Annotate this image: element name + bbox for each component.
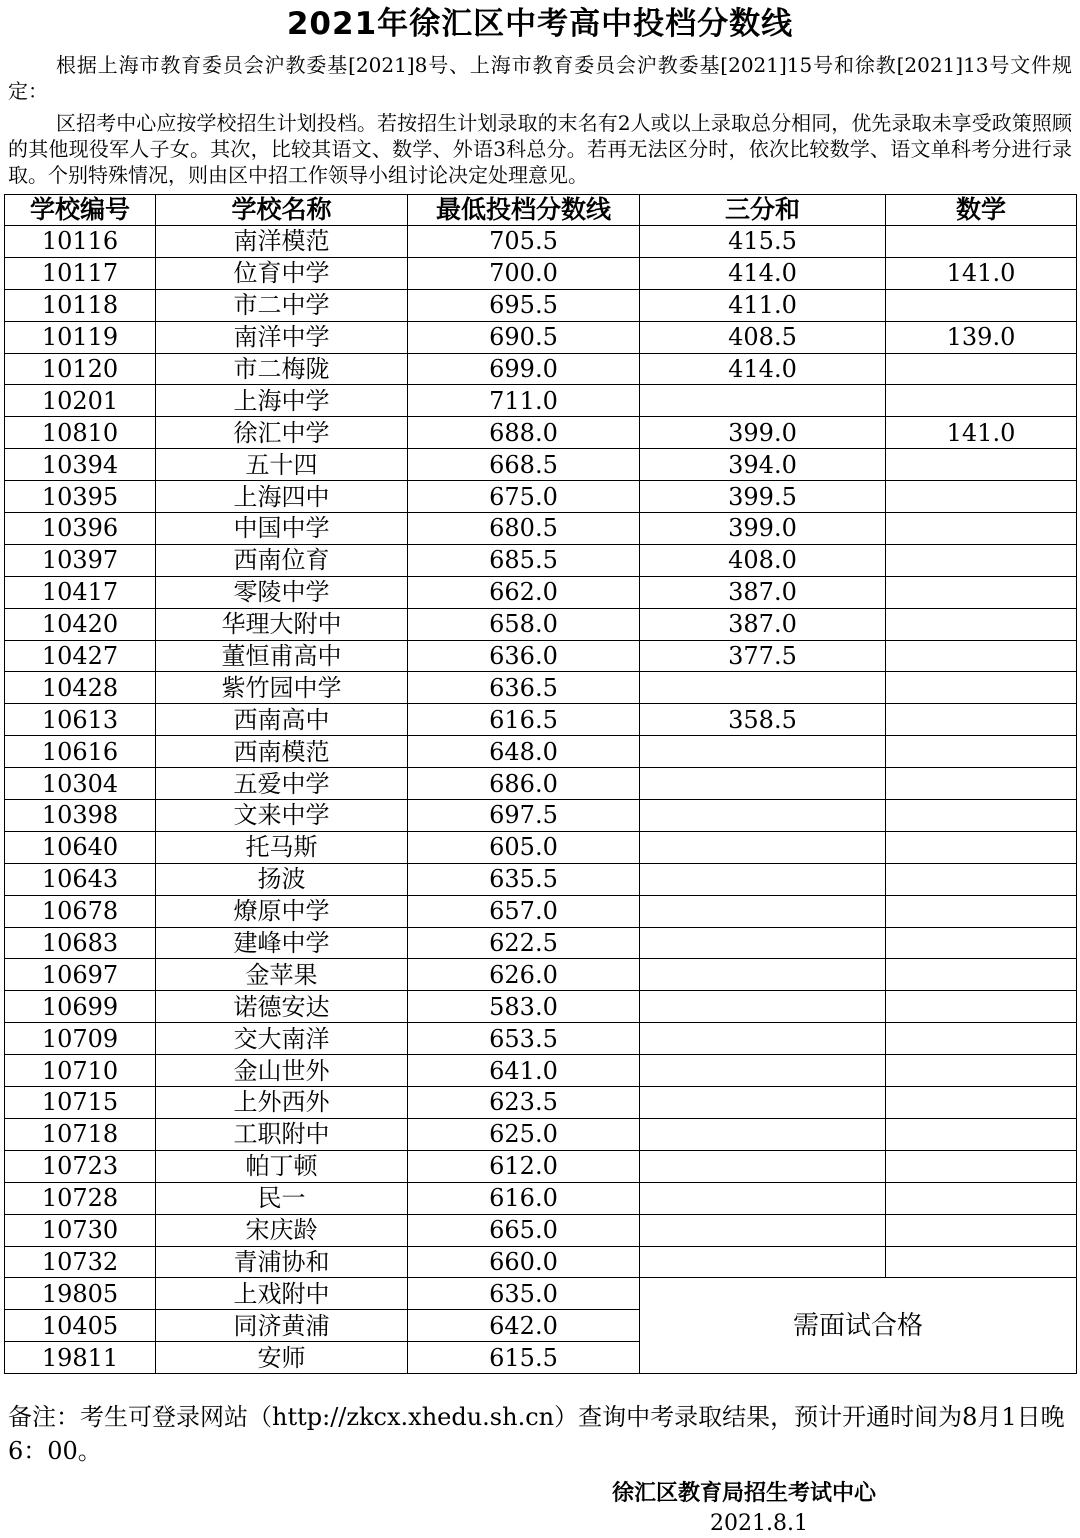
cell-min-score: 665.0	[408, 1214, 640, 1246]
cell-three-subject-sum: 387.0	[640, 576, 886, 608]
cell-min-score: 623.5	[408, 1087, 640, 1119]
cell-min-score: 653.5	[408, 1023, 640, 1055]
cell-three-subject-sum	[640, 736, 886, 768]
cell-school-code: 10715	[5, 1087, 156, 1119]
cell-min-score: 648.0	[408, 736, 640, 768]
cell-school-code: 10417	[5, 576, 156, 608]
score-table	[4, 194, 1077, 1374]
cell-math: 139.0	[886, 321, 1077, 353]
cell-school-code: 10201	[5, 385, 156, 417]
cell-min-score: 583.0	[408, 991, 640, 1023]
table-row	[5, 768, 1077, 800]
cell-school-name: 西南高中	[156, 704, 408, 736]
cell-min-score: 625.0	[408, 1118, 640, 1150]
table-row	[5, 576, 1077, 608]
table-header-row	[5, 195, 1077, 226]
cell-math	[886, 1087, 1077, 1119]
cell-school-name: 文来中学	[156, 800, 408, 832]
cell-min-score: 686.0	[408, 768, 640, 800]
cell-school-name: 扬波	[156, 863, 408, 895]
cell-school-name: 五十四	[156, 449, 408, 481]
cell-three-subject-sum	[640, 927, 886, 959]
cell-math	[886, 895, 1077, 927]
cell-min-score: 615.5	[408, 1342, 640, 1374]
cell-school-code: 10710	[5, 1055, 156, 1087]
cell-school-code: 10678	[5, 895, 156, 927]
cell-math	[886, 1214, 1077, 1246]
cell-school-name: 交大南洋	[156, 1023, 408, 1055]
cell-three-subject-sum	[640, 672, 886, 704]
cell-min-score: 636.0	[408, 640, 640, 672]
cell-three-subject-sum: 387.0	[640, 608, 886, 640]
table-row	[5, 1087, 1077, 1119]
cell-three-subject-sum: 408.5	[640, 321, 886, 353]
cell-school-name: 诺德安达	[156, 991, 408, 1023]
cell-school-code: 10699	[5, 991, 156, 1023]
cell-school-name: 同济黄浦	[156, 1310, 408, 1342]
intro-paragraph-1: 根据上海市教育委员会沪教委基[2021]8号、上海市教育委员会沪教委基[2021]15号和徐教[2021]13号文件规定：	[8, 53, 1072, 103]
table-row	[5, 226, 1077, 258]
table-row	[5, 321, 1077, 353]
cell-school-name: 零陵中学	[156, 576, 408, 608]
cell-three-subject-sum	[640, 831, 886, 863]
cell-min-score: 700.0	[408, 257, 640, 289]
cell-three-subject-sum	[640, 1055, 886, 1087]
cell-min-score: 626.0	[408, 959, 640, 991]
cell-school-code: 10730	[5, 1214, 156, 1246]
cell-min-score: 605.0	[408, 831, 640, 863]
cell-school-name: 市二中学	[156, 289, 408, 321]
cell-min-score: 657.0	[408, 895, 640, 927]
cell-school-name: 市二梅陇	[156, 353, 408, 385]
cell-school-code: 10613	[5, 704, 156, 736]
cell-math	[886, 1118, 1077, 1150]
table-row	[5, 257, 1077, 289]
header-min-score: 最低投档分数线	[408, 195, 640, 226]
table-row	[5, 800, 1077, 832]
cell-math	[886, 768, 1077, 800]
table-row	[5, 385, 1077, 417]
cell-school-name: 上戏附中	[156, 1278, 408, 1310]
cell-three-subject-sum	[640, 385, 886, 417]
cell-three-subject-sum	[640, 959, 886, 991]
cell-school-name: 工职附中	[156, 1118, 408, 1150]
cell-min-score: 612.0	[408, 1150, 640, 1182]
intro-paragraph-2: 区招考中心应按学校招生计划投档。若按招生计划录取的末名有2人或以上录取总分相同，优先录取未享受政策照顾的其他现役军人子女。其次，比较其语文、数学、外语3科总分。若再无法区分时，依次比较数学、语文单科考分进行录取。个别特殊情况，则由区中招工作领导小组讨论决定处理意见。	[8, 111, 1072, 187]
cell-three-subject-sum: 414.0	[640, 257, 886, 289]
cell-math	[886, 449, 1077, 481]
cell-math	[886, 800, 1077, 832]
cell-math	[886, 353, 1077, 385]
cell-min-score: 635.5	[408, 863, 640, 895]
issuer-name: 徐汇区教育局招生考试中心	[612, 1481, 877, 1506]
cell-math	[886, 831, 1077, 863]
cell-math	[886, 959, 1077, 991]
cell-three-subject-sum: 399.0	[640, 417, 886, 449]
cell-school-code: 10394	[5, 449, 156, 481]
table-row	[5, 417, 1077, 449]
cell-min-score: 658.0	[408, 608, 640, 640]
cell-interview-requirement: 需面试合格	[640, 1278, 1077, 1374]
score-table-body	[5, 226, 1077, 1374]
cell-school-name: 帕丁顿	[156, 1150, 408, 1182]
table-row	[5, 1278, 1077, 1310]
cell-min-score: 685.5	[408, 544, 640, 576]
cell-math	[886, 672, 1077, 704]
cell-three-subject-sum	[640, 1246, 886, 1278]
cell-math	[886, 576, 1077, 608]
cell-school-code: 10718	[5, 1118, 156, 1150]
cell-school-code: 10428	[5, 672, 156, 704]
issue-date: 2021.8.1	[710, 1511, 808, 1536]
cell-school-code: 10395	[5, 481, 156, 513]
table-row	[5, 672, 1077, 704]
cell-math	[886, 1182, 1077, 1214]
cell-school-name: 董恒甫高中	[156, 640, 408, 672]
table-row	[5, 704, 1077, 736]
cell-school-name: 燎原中学	[156, 895, 408, 927]
cell-school-name: 中国中学	[156, 513, 408, 545]
cell-school-code: 10117	[5, 257, 156, 289]
table-row	[5, 640, 1077, 672]
cell-school-name: 建峰中学	[156, 927, 408, 959]
cell-school-name: 青浦协和	[156, 1246, 408, 1278]
table-row	[5, 863, 1077, 895]
header-math: 数学	[886, 195, 1077, 226]
cell-school-code: 10398	[5, 800, 156, 832]
cell-three-subject-sum: 394.0	[640, 449, 886, 481]
cell-school-name: 金山世外	[156, 1055, 408, 1087]
cell-three-subject-sum: 414.0	[640, 353, 886, 385]
cell-school-code: 10116	[5, 226, 156, 258]
cell-school-name: 南洋中学	[156, 321, 408, 353]
cell-min-score: 697.5	[408, 800, 640, 832]
cell-three-subject-sum: 411.0	[640, 289, 886, 321]
cell-math	[886, 1246, 1077, 1278]
cell-three-subject-sum: 377.5	[640, 640, 886, 672]
table-row	[5, 289, 1077, 321]
cell-school-code: 10405	[5, 1310, 156, 1342]
cell-school-name: 宋庆龄	[156, 1214, 408, 1246]
cell-school-code: 19811	[5, 1342, 156, 1374]
cell-school-code: 10420	[5, 608, 156, 640]
cell-math	[886, 608, 1077, 640]
cell-three-subject-sum: 415.5	[640, 226, 886, 258]
cell-min-score: 711.0	[408, 385, 640, 417]
table-row	[5, 353, 1077, 385]
cell-school-code: 10697	[5, 959, 156, 991]
table-row	[5, 991, 1077, 1023]
cell-min-score: 695.5	[408, 289, 640, 321]
cell-math	[886, 991, 1077, 1023]
header-school-code: 学校编号	[5, 195, 156, 226]
cell-three-subject-sum	[640, 1118, 886, 1150]
cell-school-name: 五爱中学	[156, 768, 408, 800]
cell-math	[886, 1055, 1077, 1087]
table-row	[5, 608, 1077, 640]
cell-school-code: 10643	[5, 863, 156, 895]
cell-math	[886, 640, 1077, 672]
cell-min-score: 616.5	[408, 704, 640, 736]
table-row	[5, 927, 1077, 959]
cell-school-name: 徐汇中学	[156, 417, 408, 449]
cell-math	[886, 544, 1077, 576]
table-row	[5, 831, 1077, 863]
cell-school-name: 紫竹园中学	[156, 672, 408, 704]
cell-school-name: 西南模范	[156, 736, 408, 768]
cell-school-code: 10304	[5, 768, 156, 800]
cell-three-subject-sum	[640, 895, 886, 927]
cell-min-score: 680.5	[408, 513, 640, 545]
cell-min-score: 642.0	[408, 1310, 640, 1342]
cell-school-code: 19805	[5, 1278, 156, 1310]
cell-school-name: 民一	[156, 1182, 408, 1214]
cell-math	[886, 513, 1077, 545]
cell-school-code: 10119	[5, 321, 156, 353]
cell-three-subject-sum	[640, 768, 886, 800]
cell-three-subject-sum	[640, 1023, 886, 1055]
footnote: 备注：考生可登录网站（http://zkcx.xhedu.sh.cn）查询中考录取结果，预计开通时间为8月1日晚6：00。	[8, 1403, 1065, 1465]
table-row	[5, 544, 1077, 576]
cell-three-subject-sum	[640, 1182, 886, 1214]
cell-min-score: 668.5	[408, 449, 640, 481]
cell-school-code: 10120	[5, 353, 156, 385]
cell-school-name: 托马斯	[156, 831, 408, 863]
cell-three-subject-sum	[640, 863, 886, 895]
cell-school-name: 位育中学	[156, 257, 408, 289]
header-three-subject-sum: 三分和	[640, 195, 886, 226]
table-row	[5, 1246, 1077, 1278]
cell-min-score: 641.0	[408, 1055, 640, 1087]
cell-math	[886, 289, 1077, 321]
cell-math	[886, 927, 1077, 959]
cell-min-score: 635.0	[408, 1278, 640, 1310]
table-row	[5, 1214, 1077, 1246]
cell-school-code: 10427	[5, 640, 156, 672]
cell-math	[886, 226, 1077, 258]
cell-school-code: 10118	[5, 289, 156, 321]
cell-three-subject-sum	[640, 991, 886, 1023]
table-row	[5, 513, 1077, 545]
cell-three-subject-sum	[640, 800, 886, 832]
cell-school-name: 上海四中	[156, 481, 408, 513]
table-row	[5, 959, 1077, 991]
cell-three-subject-sum	[640, 1087, 886, 1119]
cell-school-name: 上外西外	[156, 1087, 408, 1119]
cell-school-code: 10640	[5, 831, 156, 863]
cell-min-score: 660.0	[408, 1246, 640, 1278]
cell-three-subject-sum	[640, 1150, 886, 1182]
cell-three-subject-sum: 399.5	[640, 481, 886, 513]
cell-school-code: 10396	[5, 513, 156, 545]
cell-min-score: 688.0	[408, 417, 640, 449]
cell-min-score: 690.5	[408, 321, 640, 353]
cell-math: 141.0	[886, 257, 1077, 289]
table-row	[5, 1150, 1077, 1182]
cell-school-code: 10723	[5, 1150, 156, 1182]
cell-school-name: 金苹果	[156, 959, 408, 991]
cell-school-code: 10709	[5, 1023, 156, 1055]
cell-school-name: 华理大附中	[156, 608, 408, 640]
cell-school-code: 10728	[5, 1182, 156, 1214]
cell-school-code: 10683	[5, 927, 156, 959]
table-row	[5, 481, 1077, 513]
cell-min-score: 705.5	[408, 226, 640, 258]
cell-three-subject-sum: 399.0	[640, 513, 886, 545]
cell-min-score: 662.0	[408, 576, 640, 608]
header-school-name: 学校名称	[156, 195, 408, 226]
cell-three-subject-sum	[640, 1214, 886, 1246]
cell-math	[886, 481, 1077, 513]
cell-math	[886, 1150, 1077, 1182]
cell-three-subject-sum: 358.5	[640, 704, 886, 736]
table-row	[5, 1182, 1077, 1214]
cell-school-code: 10810	[5, 417, 156, 449]
cell-min-score: 675.0	[408, 481, 640, 513]
cell-min-score: 636.5	[408, 672, 640, 704]
table-row	[5, 736, 1077, 768]
cell-school-name: 西南位育	[156, 544, 408, 576]
cell-math	[886, 736, 1077, 768]
cell-min-score: 699.0	[408, 353, 640, 385]
table-row	[5, 1023, 1077, 1055]
table-row	[5, 1118, 1077, 1150]
cell-math	[886, 704, 1077, 736]
cell-school-code: 10616	[5, 736, 156, 768]
cell-math	[886, 1023, 1077, 1055]
cell-math	[886, 385, 1077, 417]
cell-school-name: 上海中学	[156, 385, 408, 417]
table-row	[5, 1055, 1077, 1087]
table-row	[5, 895, 1077, 927]
cell-school-code: 10397	[5, 544, 156, 576]
cell-school-code: 10732	[5, 1246, 156, 1278]
cell-school-name: 南洋模范	[156, 226, 408, 258]
page-title: 2021年徐汇区中考高中投档分数线	[286, 6, 794, 42]
cell-min-score: 616.0	[408, 1182, 640, 1214]
cell-min-score: 622.5	[408, 927, 640, 959]
cell-math	[886, 863, 1077, 895]
cell-three-subject-sum: 408.0	[640, 544, 886, 576]
cell-school-name: 安师	[156, 1342, 408, 1374]
table-row	[5, 449, 1077, 481]
cell-math: 141.0	[886, 417, 1077, 449]
